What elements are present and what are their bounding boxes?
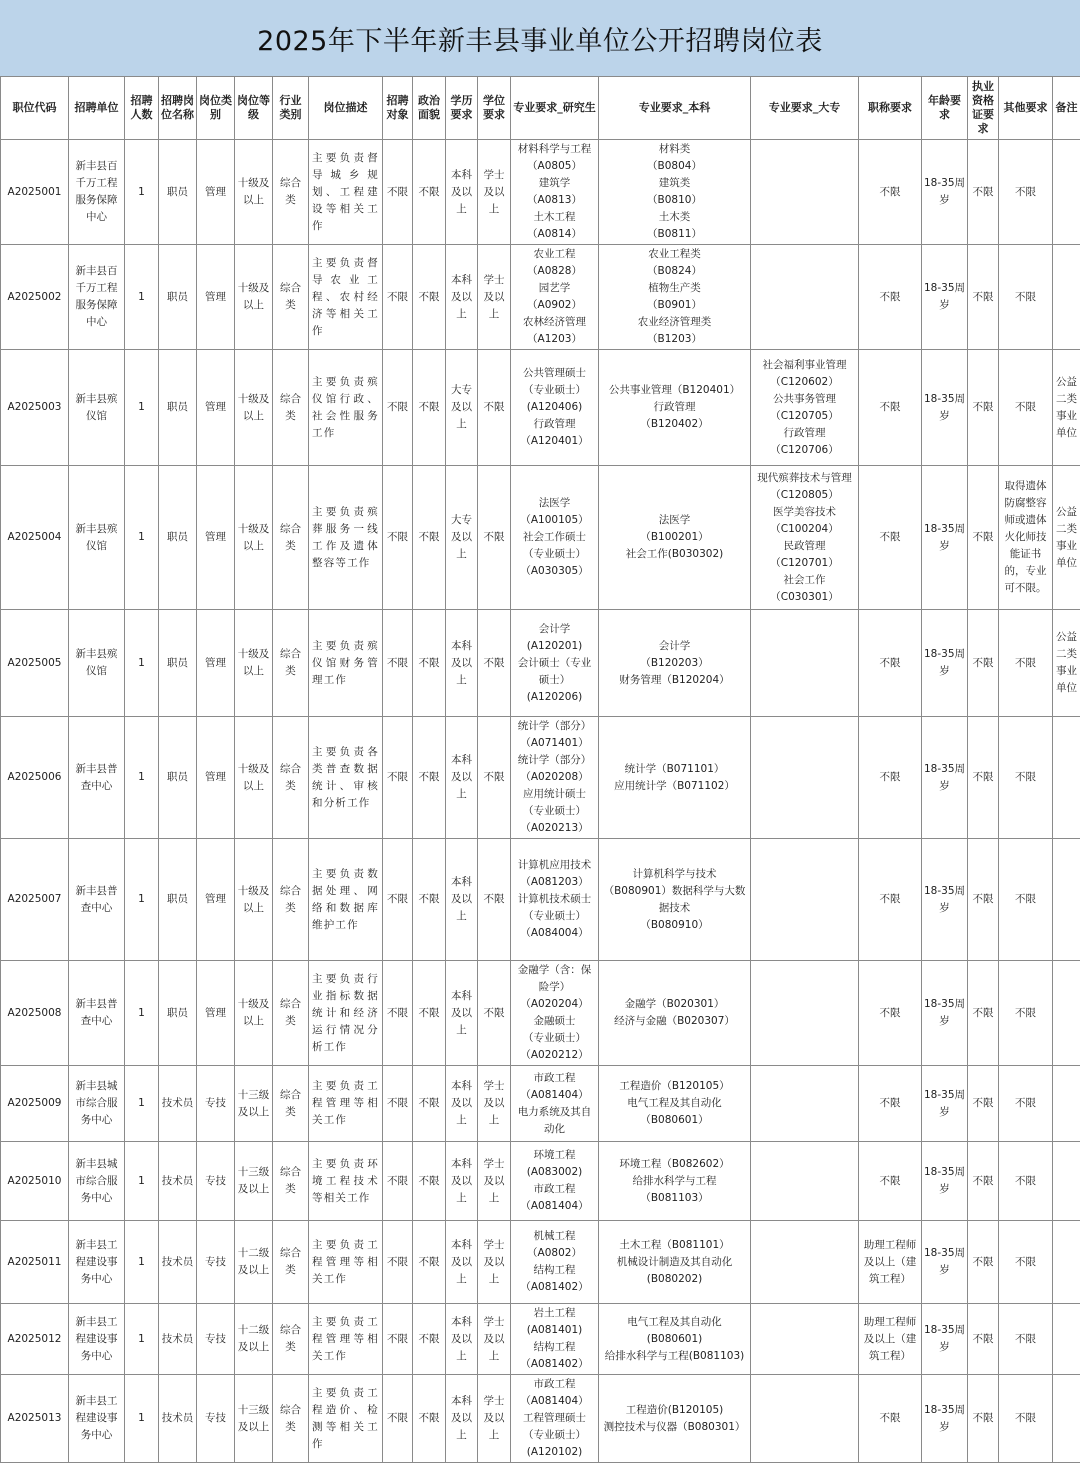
table-row bbox=[1, 245, 1080, 350]
level-cell: 十三级及以上 bbox=[235, 1142, 273, 1221]
political-cell: 不限 bbox=[413, 1142, 446, 1221]
count-cell: 1 bbox=[125, 961, 159, 1066]
license-cell: 不限 bbox=[968, 839, 999, 961]
count-cell: 1 bbox=[125, 610, 159, 717]
unit-cell: 新丰县工程建设事务中心 bbox=[69, 1375, 125, 1463]
other-req-cell: 不限 bbox=[999, 1221, 1053, 1304]
license-cell: 不限 bbox=[968, 1066, 999, 1142]
code-cell: A2025011 bbox=[1, 1221, 69, 1304]
category-cell: 专技 bbox=[197, 1142, 235, 1221]
junior-major-cell bbox=[751, 961, 859, 1066]
bachelor-major-cell: 农业工程类 （B0824） 植物生产类 （B0901） 农业经济管理类 （B1203） bbox=[599, 245, 751, 350]
description-cell: 主要负责数据处理、网络和数据库维护工作 bbox=[309, 839, 383, 961]
description-cell: 主要负责各类普查数据统计、审核和分析工作 bbox=[309, 717, 383, 839]
header-cell: 岗位描述 bbox=[309, 77, 383, 140]
description-cell: 主要负责督导农业工程、农村经济等相关工作 bbox=[309, 245, 383, 350]
unit-cell: 新丰县工程建设事务中心 bbox=[69, 1221, 125, 1304]
table-row bbox=[1, 1375, 1080, 1463]
age-cell: 18-35周岁 bbox=[922, 610, 968, 717]
education-cell: 本科及以上 bbox=[446, 961, 478, 1066]
post-cell: 职员 bbox=[159, 466, 197, 610]
political-cell: 不限 bbox=[413, 466, 446, 610]
table-row bbox=[1, 1066, 1080, 1142]
header-cell: 岗位等级 bbox=[235, 77, 273, 140]
category-cell: 专技 bbox=[197, 1304, 235, 1375]
count-cell: 1 bbox=[125, 839, 159, 961]
code-cell: A2025008 bbox=[1, 961, 69, 1066]
note-cell bbox=[1053, 245, 1080, 350]
table-row bbox=[1, 610, 1080, 717]
other-req-cell: 取得遗体防腐整容师或遗体火化师技能证书的，专业可不限。 bbox=[999, 466, 1053, 610]
industry-cell: 综合类 bbox=[273, 961, 309, 1066]
count-cell: 1 bbox=[125, 245, 159, 350]
header-cell: 行业类别 bbox=[273, 77, 309, 140]
level-cell: 十级及以上 bbox=[235, 466, 273, 610]
degree-cell: 学士及以上 bbox=[478, 1375, 511, 1463]
bachelor-major-cell: 统计学（B071101） 应用统计学（B071102） bbox=[599, 717, 751, 839]
graduate-major-cell: 农业工程 （A0828） 园艺学 （A0902） 农林经济管理 （A1203） bbox=[511, 245, 599, 350]
note-cell bbox=[1053, 961, 1080, 1066]
level-cell: 十级及以上 bbox=[235, 839, 273, 961]
license-cell: 不限 bbox=[968, 1304, 999, 1375]
license-cell: 不限 bbox=[968, 1221, 999, 1304]
political-cell: 不限 bbox=[413, 350, 446, 466]
note-cell bbox=[1053, 1221, 1080, 1304]
degree-cell: 不限 bbox=[478, 350, 511, 466]
post-cell: 职员 bbox=[159, 140, 197, 245]
degree-cell: 学士及以上 bbox=[478, 140, 511, 245]
education-cell: 本科及以上 bbox=[446, 1221, 478, 1304]
description-cell: 主要负责殡仪馆行政、社会性服务工作 bbox=[309, 350, 383, 466]
note-cell: 公益二类事业单位 bbox=[1053, 610, 1080, 717]
junior-major-cell bbox=[751, 140, 859, 245]
unit-cell: 新丰县普查中心 bbox=[69, 961, 125, 1066]
unit-cell: 新丰县百千万工程服务保障中心 bbox=[69, 245, 125, 350]
age-cell: 18-35周岁 bbox=[922, 961, 968, 1066]
degree-cell: 不限 bbox=[478, 466, 511, 610]
industry-cell: 综合类 bbox=[273, 1221, 309, 1304]
graduate-major-cell: 环境工程 (A083002) 市政工程 （A081404） bbox=[511, 1142, 599, 1221]
title-req-cell: 不限 bbox=[859, 1142, 922, 1221]
degree-cell: 不限 bbox=[478, 961, 511, 1066]
title-req-cell: 不限 bbox=[859, 610, 922, 717]
title-req-cell: 不限 bbox=[859, 961, 922, 1066]
education-cell: 本科及以上 bbox=[446, 717, 478, 839]
code-cell: A2025012 bbox=[1, 1304, 69, 1375]
code-cell: A2025002 bbox=[1, 245, 69, 350]
post-cell: 技术员 bbox=[159, 1375, 197, 1463]
other-req-cell: 不限 bbox=[999, 839, 1053, 961]
post-cell: 技术员 bbox=[159, 1066, 197, 1142]
license-cell: 不限 bbox=[968, 717, 999, 839]
count-cell: 1 bbox=[125, 1304, 159, 1375]
bachelor-major-cell: 材料类 （B0804） 建筑类 （B0810） 土木类 （B0811） bbox=[599, 140, 751, 245]
count-cell: 1 bbox=[125, 350, 159, 466]
header-cell: 专业要求_本科 bbox=[599, 77, 751, 140]
header-cell: 专业要求_大专 bbox=[751, 77, 859, 140]
level-cell: 十级及以上 bbox=[235, 610, 273, 717]
target-cell: 不限 bbox=[383, 466, 413, 610]
unit-cell: 新丰县百千万工程服务保障中心 bbox=[69, 140, 125, 245]
header-cell: 备注 bbox=[1053, 77, 1080, 140]
education-cell: 本科及以上 bbox=[446, 1142, 478, 1221]
table-row bbox=[1, 717, 1080, 839]
industry-cell: 综合类 bbox=[273, 1066, 309, 1142]
description-cell: 主要负责督导城乡规划、工程建设等相关工作 bbox=[309, 140, 383, 245]
title-req-cell: 不限 bbox=[859, 140, 922, 245]
category-cell: 管理 bbox=[197, 839, 235, 961]
note-cell bbox=[1053, 1304, 1080, 1375]
junior-major-cell: 现代殡葬技术与管理 （C120805） 医学美容技术 （C100204） 民政管理 （C120701） 社会工作 （C030301） bbox=[751, 466, 859, 610]
graduate-major-cell: 公共管理硕士 （专业硕士） (A120406) 行政管理 （A120401） bbox=[511, 350, 599, 466]
degree-cell: 学士及以上 bbox=[478, 1304, 511, 1375]
age-cell: 18-35周岁 bbox=[922, 717, 968, 839]
level-cell: 十级及以上 bbox=[235, 140, 273, 245]
political-cell: 不限 bbox=[413, 1375, 446, 1463]
count-cell: 1 bbox=[125, 1221, 159, 1304]
count-cell: 1 bbox=[125, 1142, 159, 1221]
title-req-cell: 不限 bbox=[859, 245, 922, 350]
table-row bbox=[1, 1142, 1080, 1221]
post-cell: 职员 bbox=[159, 717, 197, 839]
unit-cell: 新丰县殡仪馆 bbox=[69, 466, 125, 610]
unit-cell: 新丰县工程建设事务中心 bbox=[69, 1304, 125, 1375]
industry-cell: 综合类 bbox=[273, 839, 309, 961]
junior-major-cell bbox=[751, 245, 859, 350]
note-cell bbox=[1053, 1375, 1080, 1463]
education-cell: 大专及以上 bbox=[446, 466, 478, 610]
title-req-cell: 不限 bbox=[859, 717, 922, 839]
code-cell: A2025005 bbox=[1, 610, 69, 717]
count-cell: 1 bbox=[125, 1375, 159, 1463]
industry-cell: 综合类 bbox=[273, 350, 309, 466]
other-req-cell: 不限 bbox=[999, 350, 1053, 466]
title-req-cell: 不限 bbox=[859, 1066, 922, 1142]
license-cell: 不限 bbox=[968, 1375, 999, 1463]
education-cell: 本科及以上 bbox=[446, 610, 478, 717]
target-cell: 不限 bbox=[383, 1066, 413, 1142]
industry-cell: 综合类 bbox=[273, 610, 309, 717]
graduate-major-cell: 统计学（部分） （A071401） 统计学（部分） （A020208） 应用统计硕士 （专业硕士） （A020213） bbox=[511, 717, 599, 839]
description-cell: 主要负责工程管理等相关工作 bbox=[309, 1304, 383, 1375]
code-cell: A2025010 bbox=[1, 1142, 69, 1221]
graduate-major-cell: 机械工程 （A0802） 结构工程 （A081402） bbox=[511, 1221, 599, 1304]
recruitment-table bbox=[0, 76, 1080, 1463]
graduate-major-cell: 市政工程 （A081404） 工程管理硕士 （专业硕士） (A120102) bbox=[511, 1375, 599, 1463]
count-cell: 1 bbox=[125, 717, 159, 839]
other-req-cell: 不限 bbox=[999, 717, 1053, 839]
industry-cell: 综合类 bbox=[273, 140, 309, 245]
header-row bbox=[1, 77, 1080, 140]
header-cell: 年龄要求 bbox=[922, 77, 968, 140]
bachelor-major-cell: 金融学（B020301） 经济与金融（B020307） bbox=[599, 961, 751, 1066]
graduate-major-cell: 材料科学与工程 （A0805） 建筑学 （A0813） 土木工程 （A0814） bbox=[511, 140, 599, 245]
other-req-cell: 不限 bbox=[999, 1142, 1053, 1221]
title-req-cell: 不限 bbox=[859, 1375, 922, 1463]
education-cell: 本科及以上 bbox=[446, 1375, 478, 1463]
category-cell: 专技 bbox=[197, 1066, 235, 1142]
age-cell: 18-35周岁 bbox=[922, 466, 968, 610]
header-cell: 学历要求 bbox=[446, 77, 478, 140]
description-cell: 主要负责工程管理等相关工作 bbox=[309, 1221, 383, 1304]
table-row bbox=[1, 140, 1080, 245]
post-cell: 职员 bbox=[159, 961, 197, 1066]
junior-major-cell bbox=[751, 1066, 859, 1142]
code-cell: A2025013 bbox=[1, 1375, 69, 1463]
industry-cell: 综合类 bbox=[273, 1142, 309, 1221]
junior-major-cell: 社会福利事业管理 （C120602） 公共事务管理 （C120705） 行政管理 （C120706） bbox=[751, 350, 859, 466]
age-cell: 18-35周岁 bbox=[922, 1142, 968, 1221]
bachelor-major-cell: 计算机科学与技术 （B080901）数据科学与大数据技术 （B080910） bbox=[599, 839, 751, 961]
header-cell: 执业资格证要求 bbox=[968, 77, 999, 140]
header-cell: 其他要求 bbox=[999, 77, 1053, 140]
graduate-major-cell: 市政工程 （A081404） 电力系统及其自动化 bbox=[511, 1066, 599, 1142]
title-req-cell: 不限 bbox=[859, 350, 922, 466]
header-cell: 专业要求_研究生 bbox=[511, 77, 599, 140]
post-cell: 职员 bbox=[159, 839, 197, 961]
other-req-cell: 不限 bbox=[999, 245, 1053, 350]
graduate-major-cell: 计算机应用技术 （A081203） 计算机技术硕士 （专业硕士） （A084004） bbox=[511, 839, 599, 961]
political-cell: 不限 bbox=[413, 610, 446, 717]
junior-major-cell bbox=[751, 1142, 859, 1221]
other-req-cell: 不限 bbox=[999, 610, 1053, 717]
bachelor-major-cell: 电气工程及其自动化 (B080601) 给排水科学与工程(B081103) bbox=[599, 1304, 751, 1375]
age-cell: 18-35周岁 bbox=[922, 350, 968, 466]
industry-cell: 综合类 bbox=[273, 717, 309, 839]
industry-cell: 综合类 bbox=[273, 245, 309, 350]
other-req-cell: 不限 bbox=[999, 1375, 1053, 1463]
other-req-cell: 不限 bbox=[999, 140, 1053, 245]
license-cell: 不限 bbox=[968, 350, 999, 466]
degree-cell: 学士及以上 bbox=[478, 1221, 511, 1304]
age-cell: 18-35周岁 bbox=[922, 1375, 968, 1463]
post-cell: 职员 bbox=[159, 245, 197, 350]
unit-cell: 新丰县殡仪馆 bbox=[69, 350, 125, 466]
bachelor-major-cell: 会计学 （B120203） 财务管理（B120204） bbox=[599, 610, 751, 717]
bachelor-major-cell: 工程造价(B120105) 测控技术与仪器（B080301） bbox=[599, 1375, 751, 1463]
unit-cell: 新丰县城市综合服务中心 bbox=[69, 1066, 125, 1142]
age-cell: 18-35周岁 bbox=[922, 140, 968, 245]
bachelor-major-cell: 土木工程（B081101） 机械设计制造及其自动化 (B080202) bbox=[599, 1221, 751, 1304]
code-cell: A2025003 bbox=[1, 350, 69, 466]
age-cell: 18-35周岁 bbox=[922, 839, 968, 961]
license-cell: 不限 bbox=[968, 961, 999, 1066]
post-cell: 技术员 bbox=[159, 1142, 197, 1221]
code-cell: A2025006 bbox=[1, 717, 69, 839]
graduate-major-cell: 会计学(A120201) 会计硕士（专业硕士） (A120206) bbox=[511, 610, 599, 717]
license-cell: 不限 bbox=[968, 466, 999, 610]
education-cell: 本科及以上 bbox=[446, 1304, 478, 1375]
category-cell: 管理 bbox=[197, 466, 235, 610]
degree-cell: 学士及以上 bbox=[478, 245, 511, 350]
bachelor-major-cell: 环境工程（B082602） 给排水科学与工程 （B081103） bbox=[599, 1142, 751, 1221]
degree-cell: 不限 bbox=[478, 717, 511, 839]
note-cell bbox=[1053, 839, 1080, 961]
post-cell: 技术员 bbox=[159, 1304, 197, 1375]
junior-major-cell bbox=[751, 1304, 859, 1375]
unit-cell: 新丰县城市综合服务中心 bbox=[69, 1142, 125, 1221]
other-req-cell: 不限 bbox=[999, 1066, 1053, 1142]
description-cell: 主要负责工程管理等相关工作 bbox=[309, 1066, 383, 1142]
junior-major-cell bbox=[751, 717, 859, 839]
graduate-major-cell: 金融学（含：保险学） （A020204） 金融硕士 （专业硕士） （A020212） bbox=[511, 961, 599, 1066]
junior-major-cell bbox=[751, 1221, 859, 1304]
graduate-major-cell: 岩土工程 (A081401) 结构工程 （A081402） bbox=[511, 1304, 599, 1375]
junior-major-cell bbox=[751, 839, 859, 961]
header-cell: 招聘单位 bbox=[69, 77, 125, 140]
level-cell: 十三级及以上 bbox=[235, 1066, 273, 1142]
education-cell: 大专及以上 bbox=[446, 350, 478, 466]
title-req-cell: 助理工程师及以上（建筑工程） bbox=[859, 1304, 922, 1375]
category-cell: 管理 bbox=[197, 245, 235, 350]
industry-cell: 综合类 bbox=[273, 466, 309, 610]
table-row bbox=[1, 1304, 1080, 1375]
level-cell: 十级及以上 bbox=[235, 350, 273, 466]
table-row bbox=[1, 961, 1080, 1066]
political-cell: 不限 bbox=[413, 140, 446, 245]
count-cell: 1 bbox=[125, 466, 159, 610]
code-cell: A2025004 bbox=[1, 466, 69, 610]
category-cell: 管理 bbox=[197, 961, 235, 1066]
note-cell bbox=[1053, 1066, 1080, 1142]
table-row bbox=[1, 1221, 1080, 1304]
industry-cell: 综合类 bbox=[273, 1375, 309, 1463]
note-cell: 公益二类事业单位 bbox=[1053, 350, 1080, 466]
table-row bbox=[1, 350, 1080, 466]
category-cell: 管理 bbox=[197, 610, 235, 717]
unit-cell: 新丰县普查中心 bbox=[69, 717, 125, 839]
header-cell: 招聘人数 bbox=[125, 77, 159, 140]
degree-cell: 不限 bbox=[478, 610, 511, 717]
target-cell: 不限 bbox=[383, 1375, 413, 1463]
category-cell: 专技 bbox=[197, 1375, 235, 1463]
political-cell: 不限 bbox=[413, 961, 446, 1066]
target-cell: 不限 bbox=[383, 717, 413, 839]
political-cell: 不限 bbox=[413, 1304, 446, 1375]
post-cell: 职员 bbox=[159, 350, 197, 466]
target-cell: 不限 bbox=[383, 1304, 413, 1375]
political-cell: 不限 bbox=[413, 245, 446, 350]
table-row bbox=[1, 839, 1080, 961]
description-cell: 主要负责殡仪馆财务管理工作 bbox=[309, 610, 383, 717]
industry-cell: 综合类 bbox=[273, 1304, 309, 1375]
note-cell: 公益二类事业单位 bbox=[1053, 466, 1080, 610]
education-cell: 本科及以上 bbox=[446, 140, 478, 245]
category-cell: 管理 bbox=[197, 350, 235, 466]
age-cell: 18-35周岁 bbox=[922, 1066, 968, 1142]
description-cell: 主要负责行业指标数据统计和经济运行情况分析工作 bbox=[309, 961, 383, 1066]
header-cell: 招聘对象 bbox=[383, 77, 413, 140]
target-cell: 不限 bbox=[383, 245, 413, 350]
category-cell: 专技 bbox=[197, 1221, 235, 1304]
table-row bbox=[1, 466, 1080, 610]
political-cell: 不限 bbox=[413, 1221, 446, 1304]
age-cell: 18-35周岁 bbox=[922, 245, 968, 350]
description-cell: 主要负责工程造价、检测等相关工作 bbox=[309, 1375, 383, 1463]
category-cell: 管理 bbox=[197, 717, 235, 839]
post-cell: 职员 bbox=[159, 610, 197, 717]
target-cell: 不限 bbox=[383, 1221, 413, 1304]
political-cell: 不限 bbox=[413, 839, 446, 961]
junior-major-cell bbox=[751, 1375, 859, 1463]
code-cell: A2025009 bbox=[1, 1066, 69, 1142]
unit-cell: 新丰县普查中心 bbox=[69, 839, 125, 961]
license-cell: 不限 bbox=[968, 610, 999, 717]
other-req-cell: 不限 bbox=[999, 1304, 1053, 1375]
license-cell: 不限 bbox=[968, 245, 999, 350]
header-cell: 招聘岗位名称 bbox=[159, 77, 197, 140]
education-cell: 本科及以上 bbox=[446, 839, 478, 961]
table-body bbox=[1, 140, 1080, 1463]
page-title: 2025年下半年新丰县事业单位公开招聘岗位表 bbox=[257, 19, 823, 58]
target-cell: 不限 bbox=[383, 140, 413, 245]
header-cell: 学位要求 bbox=[478, 77, 511, 140]
count-cell: 1 bbox=[125, 1066, 159, 1142]
education-cell: 本科及以上 bbox=[446, 1066, 478, 1142]
header-cell: 职位代码 bbox=[1, 77, 69, 140]
political-cell: 不限 bbox=[413, 1066, 446, 1142]
code-cell: A2025001 bbox=[1, 140, 69, 245]
license-cell: 不限 bbox=[968, 1142, 999, 1221]
code-cell: A2025007 bbox=[1, 839, 69, 961]
level-cell: 十级及以上 bbox=[235, 961, 273, 1066]
political-cell: 不限 bbox=[413, 717, 446, 839]
header-cell: 岗位类别 bbox=[197, 77, 235, 140]
degree-cell: 不限 bbox=[478, 839, 511, 961]
bachelor-major-cell: 公共事业管理（B120401） 行政管理 （B120402） bbox=[599, 350, 751, 466]
title-req-cell: 不限 bbox=[859, 466, 922, 610]
title-req-cell: 助理工程师及以上（建筑工程） bbox=[859, 1221, 922, 1304]
note-cell bbox=[1053, 140, 1080, 245]
level-cell: 十级及以上 bbox=[235, 717, 273, 839]
graduate-major-cell: 法医学 （A100105） 社会工作硕士 （专业硕士） （A030305） bbox=[511, 466, 599, 610]
bachelor-major-cell: 法医学 （B100201） 社会工作(B030302) bbox=[599, 466, 751, 610]
age-cell: 18-35周岁 bbox=[922, 1304, 968, 1375]
description-cell: 主要负责环境工程技术等相关工作 bbox=[309, 1142, 383, 1221]
level-cell: 十三级及以上 bbox=[235, 1375, 273, 1463]
level-cell: 十二级及以上 bbox=[235, 1304, 273, 1375]
target-cell: 不限 bbox=[383, 350, 413, 466]
target-cell: 不限 bbox=[383, 839, 413, 961]
target-cell: 不限 bbox=[383, 1142, 413, 1221]
degree-cell: 学士及以上 bbox=[478, 1066, 511, 1142]
degree-cell: 学士及以上 bbox=[478, 1142, 511, 1221]
bachelor-major-cell: 工程造价（B120105） 电气工程及其自动化 （B080601） bbox=[599, 1066, 751, 1142]
note-cell bbox=[1053, 1142, 1080, 1221]
post-cell: 技术员 bbox=[159, 1221, 197, 1304]
category-cell: 管理 bbox=[197, 140, 235, 245]
license-cell: 不限 bbox=[968, 140, 999, 245]
target-cell: 不限 bbox=[383, 961, 413, 1066]
title-req-cell: 不限 bbox=[859, 839, 922, 961]
header-cell: 政治面貌 bbox=[413, 77, 446, 140]
education-cell: 本科及以上 bbox=[446, 245, 478, 350]
count-cell: 1 bbox=[125, 140, 159, 245]
junior-major-cell bbox=[751, 610, 859, 717]
note-cell bbox=[1053, 717, 1080, 839]
header-cell: 职称要求 bbox=[859, 77, 922, 140]
level-cell: 十二级及以上 bbox=[235, 1221, 273, 1304]
title-bar bbox=[0, 0, 1080, 77]
description-cell: 主要负责殡葬服务一线工作及遗体整容等工作 bbox=[309, 466, 383, 610]
other-req-cell: 不限 bbox=[999, 961, 1053, 1066]
level-cell: 十级及以上 bbox=[235, 245, 273, 350]
target-cell: 不限 bbox=[383, 610, 413, 717]
age-cell: 18-35周岁 bbox=[922, 1221, 968, 1304]
unit-cell: 新丰县殡仪馆 bbox=[69, 610, 125, 717]
